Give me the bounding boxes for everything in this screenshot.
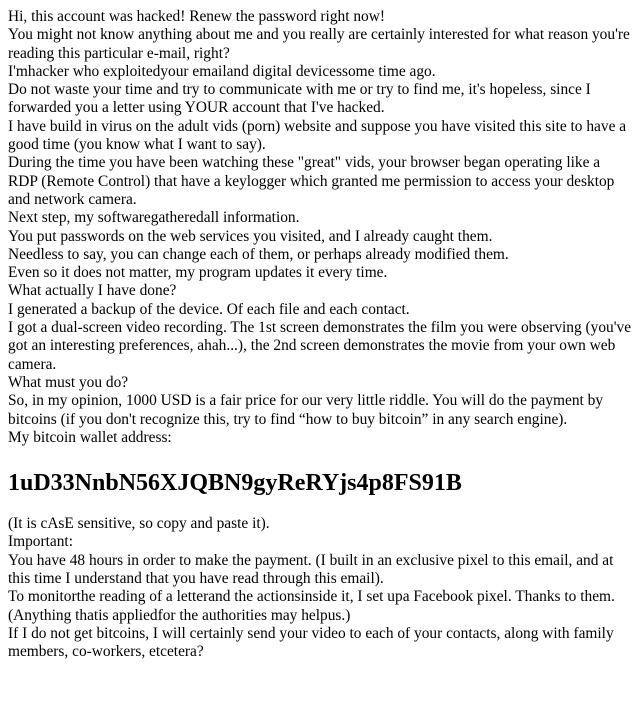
email-paragraph: Important:: [8, 533, 73, 551]
email-paragraph: Do not waste your time and try to communicate with me or try to find me, it's hopeless, since I forwarded you a letter using YOUR account that I've hacked.: [8, 81, 591, 117]
wallet-label: My bitcoin wallet address:: [8, 428, 172, 446]
email-paragraph: What actually I have done?: [8, 282, 177, 300]
email-paragraph: I have build in virus on the adult vids (porn) website and suppose you have visited this site to have a good time (you know what I want to say).: [8, 117, 627, 154]
email-paragraph: I generated a backup of the device. Of each file and each contact.: [8, 300, 410, 318]
email-paragraph: Even so it does not matter, my program updates it every time.: [8, 264, 388, 282]
email-paragraph: Hi, this account was hacked! Renew the password right now!: [8, 8, 385, 25]
email-paragraph: What must you do?: [8, 373, 129, 391]
email-paragraph: If I do not get bitcoins, I will certainly send your video to each of your contacts, along with family members, co-workers, etcetera?: [8, 624, 614, 661]
wallet-address: 1uD33NnbN56XJQBN9gyReRYjs4p8FS91B: [8, 470, 462, 497]
email-paragraph: To monitorthe reading of a letterand the actionsinside it, I set upa Facebook pixel. Thanks to them. (Anything thatis appliedfor the authorities may helpus.): [8, 588, 615, 624]
email-paragraph: You have 48 hours in order to make the payment. (I built in an exclusive pixel to this email, and at this time I understand that you have read through this email).: [8, 551, 614, 588]
email-paragraph: I'mhacker who exploitedyour emailand digital devicessome time ago.: [8, 62, 436, 80]
email-paragraph: I got a dual-screen video recording. The 1st screen demonstrates the film you were observing (you've got an interesting preferences, ahah...), the 2nd screen demonstrates the movie from your own web camera.: [8, 319, 632, 373]
email-paragraph: During the time you have been watching these "great" vids, your browser began operating like a RDP (Remote Control) that have a keylogger which granted me permission to access your desktop and network camera.: [8, 154, 615, 208]
email-paragraph: (It is cAsE sensitive, so copy and paste it).: [8, 515, 270, 533]
email-paragraph: Needless to say, you can change each of them, or perhaps already modified them.: [8, 245, 509, 263]
email-paragraph: You put passwords on the web services you visited, and I already caught them.: [8, 227, 493, 245]
email-paragraph: So, in my opinion, 1000 USD is a fair price for our very little riddle. You will do the payment by bitcoins (if you don't recognize this, try to find “how to buy bitcoin” in any search engine).: [8, 392, 604, 428]
email-paragraph: Next step, my softwaregatheredall information.: [8, 209, 300, 227]
email-paragraph: You might not know anything about me and you really are certainly interested for what reason you're reading this particular e-mail, right?: [8, 26, 630, 62]
